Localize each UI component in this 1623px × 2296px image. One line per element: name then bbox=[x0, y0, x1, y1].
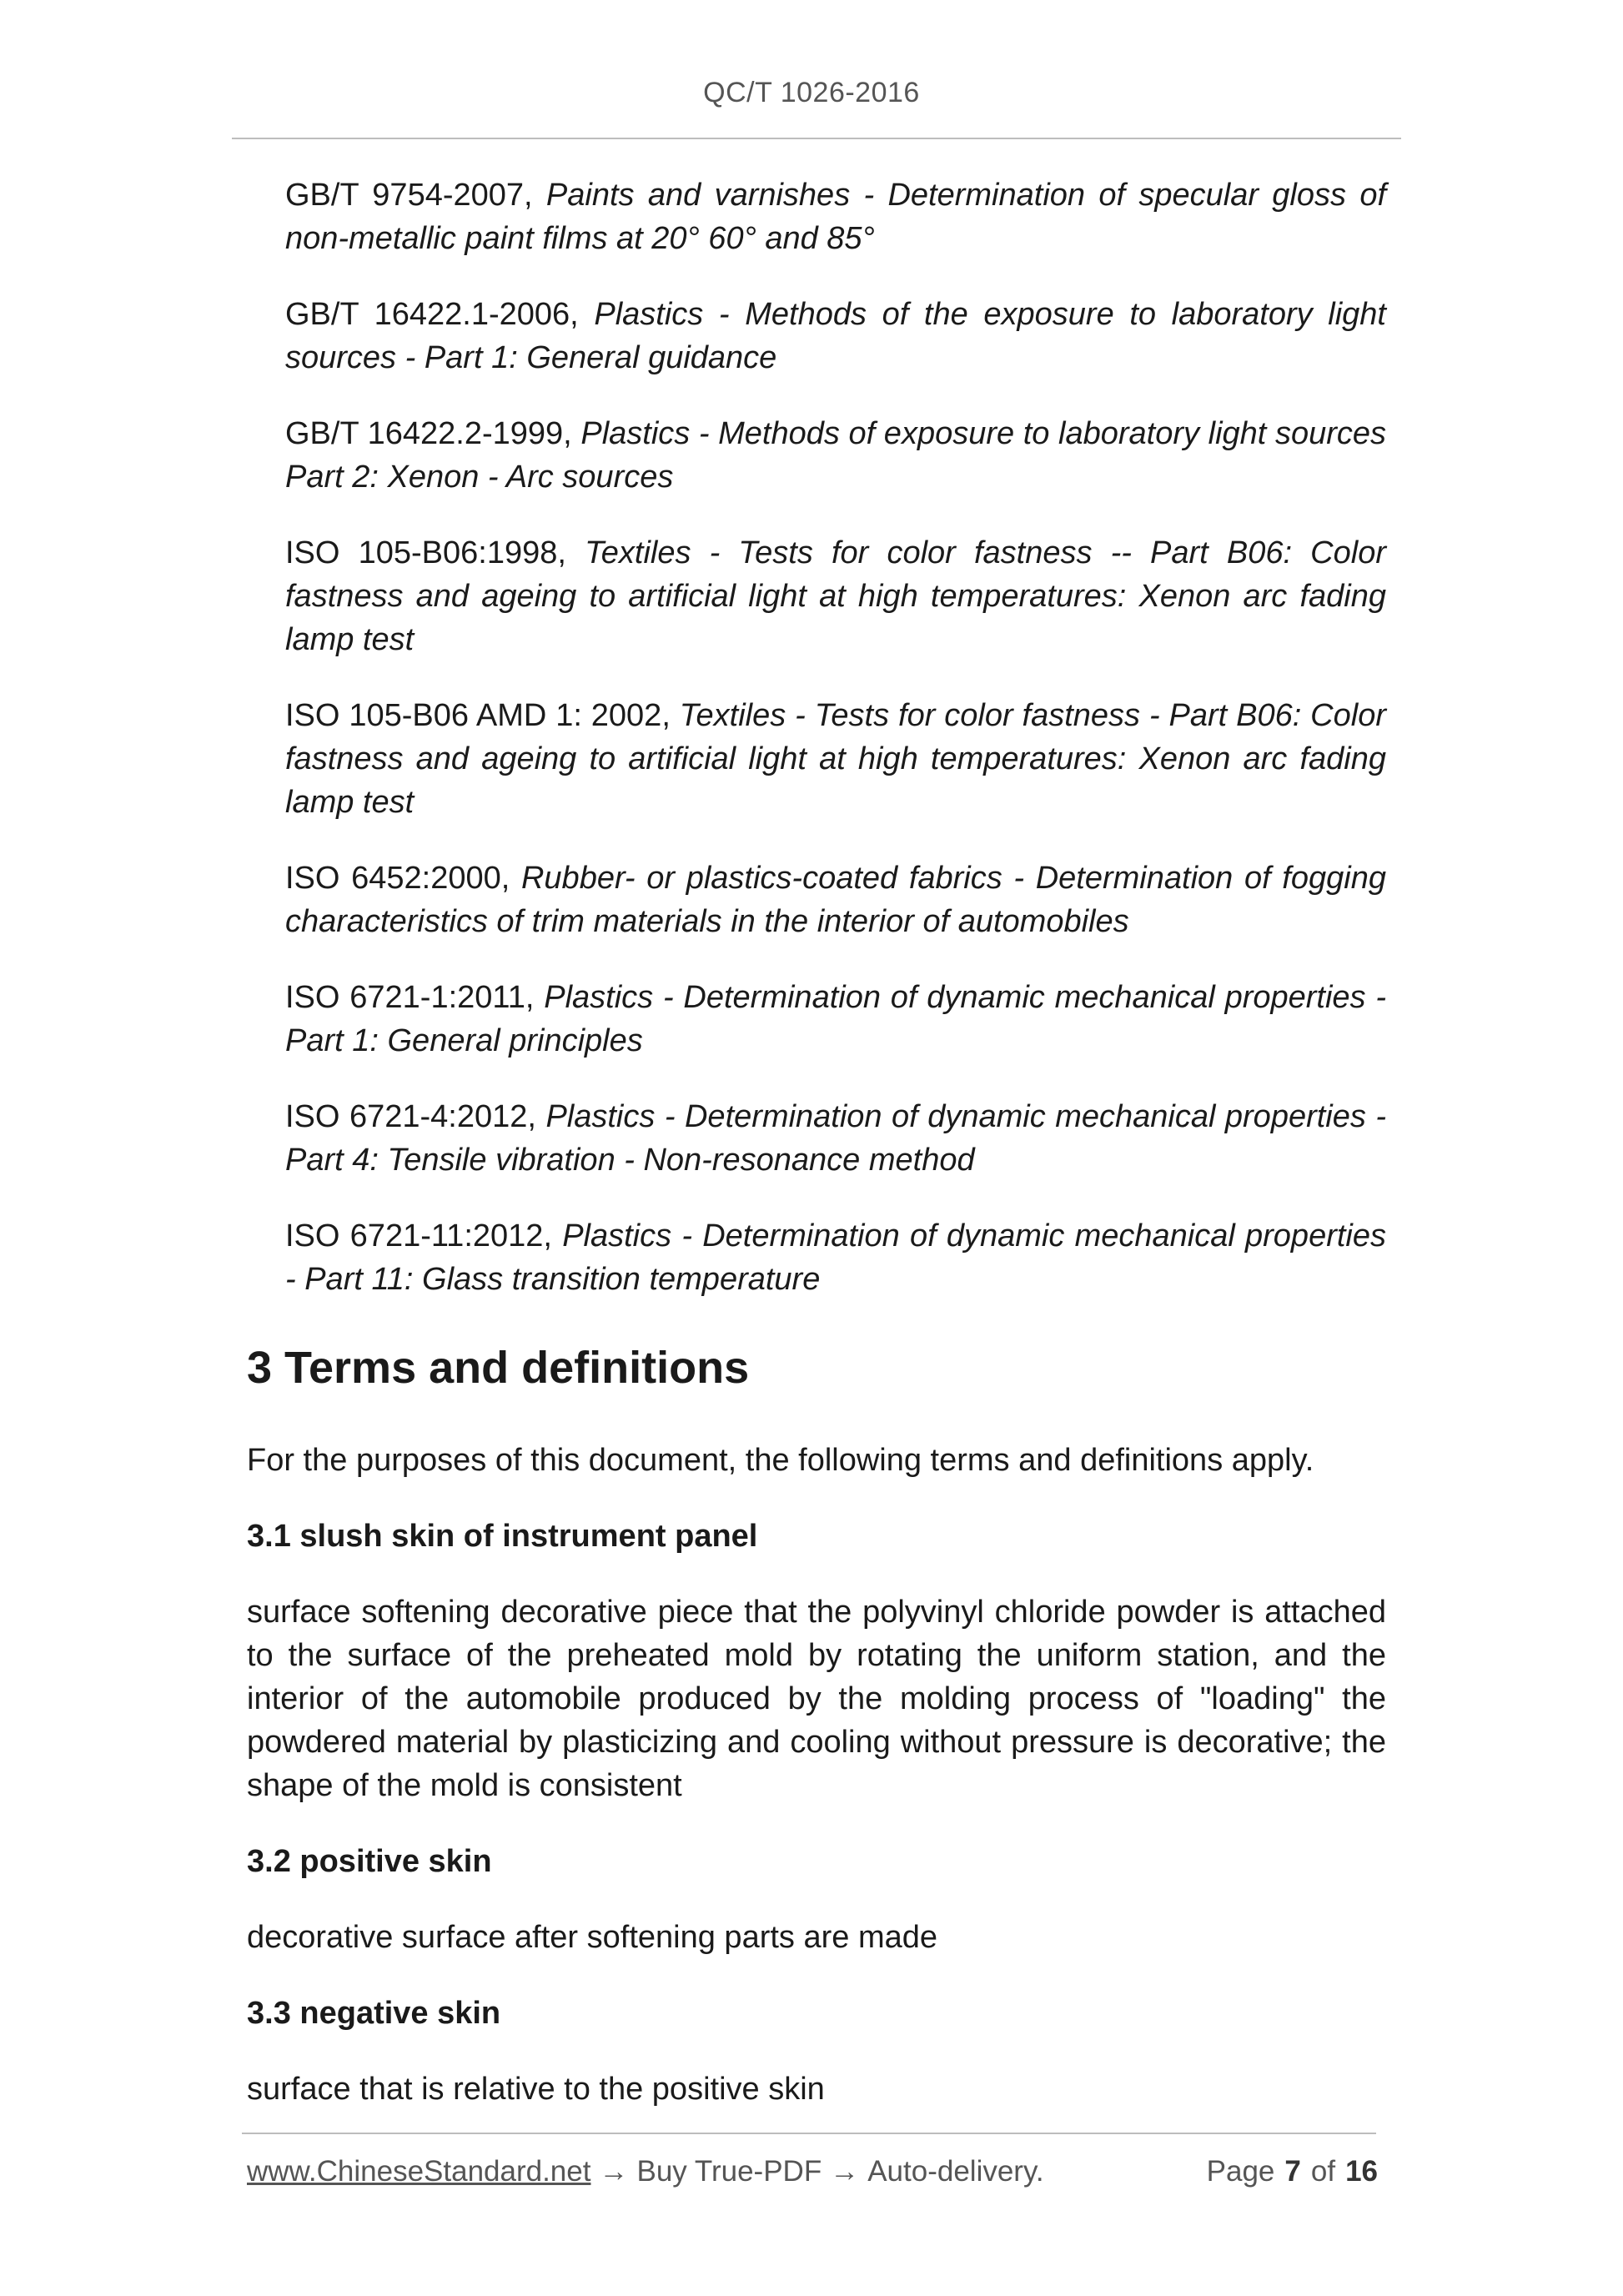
normative-references-list bbox=[285, 173, 1386, 1334]
running-header: QC/T 1026-2016 bbox=[703, 77, 920, 108]
footer-divider bbox=[242, 2133, 1376, 2134]
reference-title: Textiles - Tests for color fastness -- Part B06: Color fastness and ageing to artificial light at high temperatures: Xenon arc fading lamp test bbox=[285, 535, 1386, 657]
website-link[interactable]: www.ChineseStandard.net bbox=[247, 2155, 591, 2188]
buy-text: Buy True-PDF bbox=[636, 2155, 822, 2188]
reference-code: GB/T 16422.2-1999, bbox=[285, 416, 572, 451]
reference-item bbox=[285, 694, 1386, 824]
reference-code: GB/T 9754-2007, bbox=[285, 178, 533, 213]
section-heading: 3 Terms and definitions bbox=[247, 1343, 750, 1393]
reference-code: ISO 6721-4:2012, bbox=[285, 1099, 536, 1134]
reference-item bbox=[285, 1095, 1386, 1182]
reference-code: ISO 105-B06 AMD 1: 2002, bbox=[285, 698, 671, 733]
term-title: 3.3 negative skin bbox=[247, 1996, 501, 2031]
reference-item bbox=[285, 293, 1386, 379]
term-title: 3.2 positive skin bbox=[247, 1844, 492, 1879]
reference-item bbox=[285, 412, 1386, 499]
delivery-text: Auto-delivery. bbox=[867, 2155, 1044, 2188]
term-title: 3.1 slush skin of instrument panel bbox=[247, 1519, 758, 1554]
page-label: Page bbox=[1206, 2155, 1275, 2188]
reference-code: ISO 6452:2000, bbox=[285, 861, 510, 896]
reference-code: GB/T 16422.1-2006, bbox=[285, 297, 579, 332]
reference-code: ISO 105-B06:1998, bbox=[285, 535, 566, 570]
reference-title: Plastics - Methods of exposure to laboratory light sources Part 2: Xenon - Arc sources bbox=[285, 416, 1387, 495]
page-indicator bbox=[1207, 2155, 1378, 2188]
reference-code: ISO 6721-11:2012, bbox=[285, 1218, 552, 1254]
reference-title: Plastics - Determination of dynamic mechanical properties - Part 11: Glass transition temperature bbox=[285, 1218, 1386, 1297]
arrow-right-icon: → bbox=[599, 2155, 629, 2188]
header-divider bbox=[232, 138, 1401, 139]
reference-item bbox=[285, 173, 1386, 260]
page-footer bbox=[247, 2155, 1378, 2188]
reference-title: Plastics - Determination of dynamic mechanical properties - Part 4: Tensile vibration - Non-resonance method bbox=[285, 1099, 1387, 1178]
terms-section bbox=[247, 1339, 1386, 2143]
page-of: of bbox=[1310, 2155, 1336, 2188]
reference-item bbox=[285, 857, 1386, 943]
term-definition: decorative surface after softening parts are made bbox=[247, 1920, 938, 1955]
reference-item bbox=[285, 1214, 1386, 1301]
arrow-right-icon: → bbox=[830, 2155, 860, 2188]
reference-code: ISO 6721-1:2011, bbox=[285, 980, 535, 1015]
term-definition: surface that is relative to the positive skin bbox=[247, 2072, 825, 2107]
footer-promo bbox=[247, 2155, 1044, 2188]
reference-title: Rubber- or plastics-coated fabrics - Determination of fogging characteristics of trim materials in the interior of automobiles bbox=[285, 861, 1386, 939]
reference-title: Textiles - Tests for color fastness - Part B06: Color fastness and ageing to artificial light at high temperatures: Xenon arc fading lamp test bbox=[285, 698, 1386, 820]
reference-title: Paints and varnishes - Determination of specular gloss of non-metallic paint films at 20° 60° and 85° bbox=[285, 178, 1387, 256]
section-intro: For the purposes of this document, the following terms and definitions apply. bbox=[247, 1443, 1314, 1478]
reference-title: Plastics - Methods of the exposure to laboratory light sources - Part 1: General guidance bbox=[285, 297, 1386, 375]
reference-item bbox=[285, 976, 1386, 1063]
page-total: 16 bbox=[1345, 2155, 1378, 2188]
term-definition: surface softening decorative piece that the polyvinyl chloride powder is attached to the surface of the preheated mold by rotating the uniform station, and the interior of the automobile produced by the molding process of "loading" the powdered material by plasticizing and cooling without pressure is decorative; the shape of the mold is consistent bbox=[247, 1595, 1386, 1803]
reference-title: Plastics - Determination of dynamic mechanical properties - Part 1: General principles bbox=[285, 980, 1387, 1058]
page-current: 7 bbox=[1284, 2155, 1301, 2188]
reference-item bbox=[285, 531, 1386, 661]
